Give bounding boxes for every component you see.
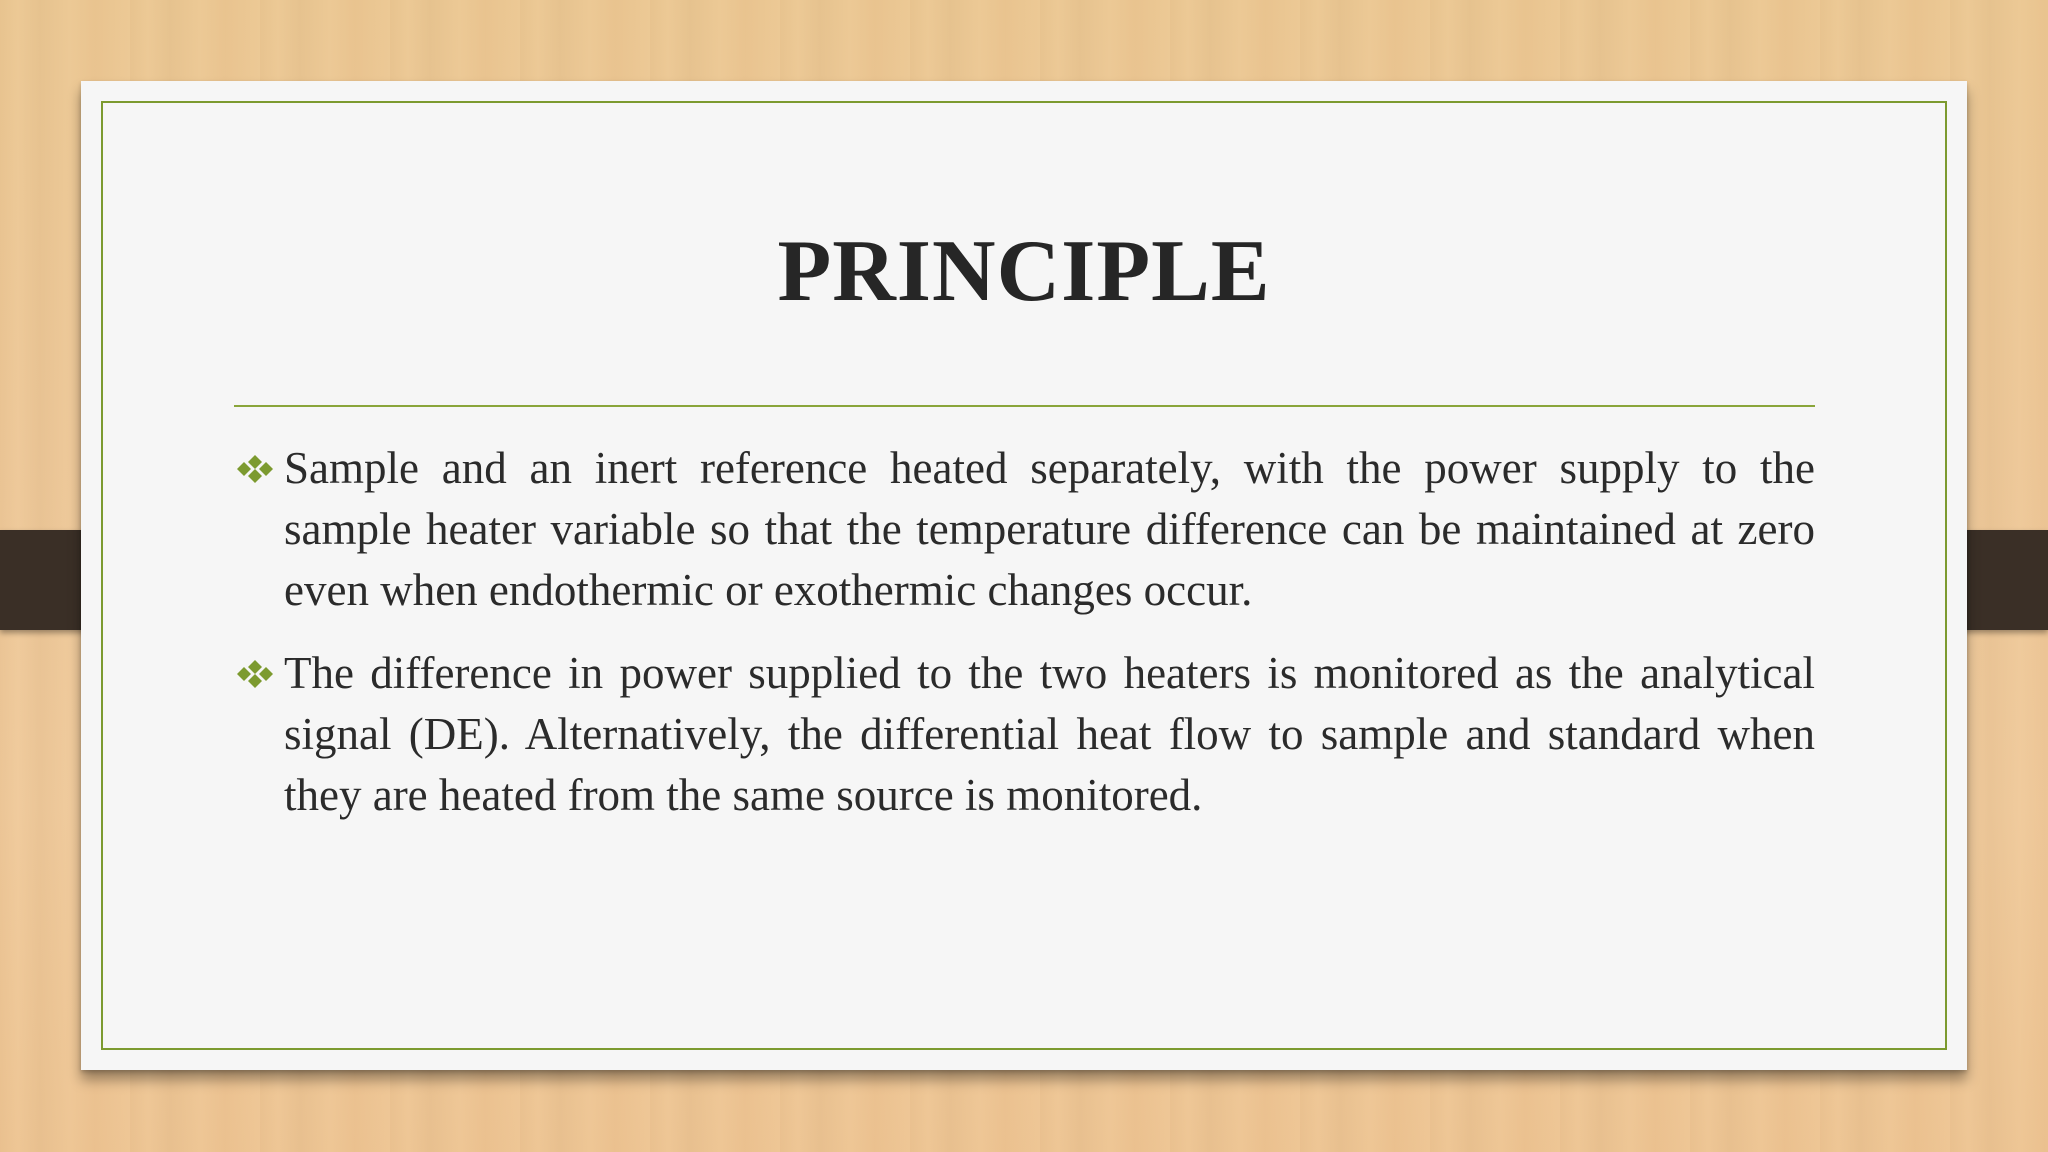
bullet-item	[234, 438, 1815, 621]
slide-card	[81, 81, 1967, 1070]
four-diamond-bullet-icon	[234, 454, 276, 484]
bullet-text: The difference in power supplied to the two heaters is monitored as the analytical signal (DE). Alternatively, the differential heat flow to sample and standard when they are heated from the same source is monitored.	[284, 648, 1815, 820]
bullet-text: Sample and an inert reference heated separately, with the power supply to the sample heater variable so that the temperature difference can be maintained at zero even when endothermic or exothermic changes occur.	[284, 443, 1815, 615]
slide-title: PRINCIPLE	[777, 223, 1271, 320]
four-diamond-bullet-icon	[234, 659, 276, 689]
bullet-list	[234, 438, 1815, 848]
bullet-item	[234, 643, 1815, 826]
title-divider	[234, 405, 1815, 407]
